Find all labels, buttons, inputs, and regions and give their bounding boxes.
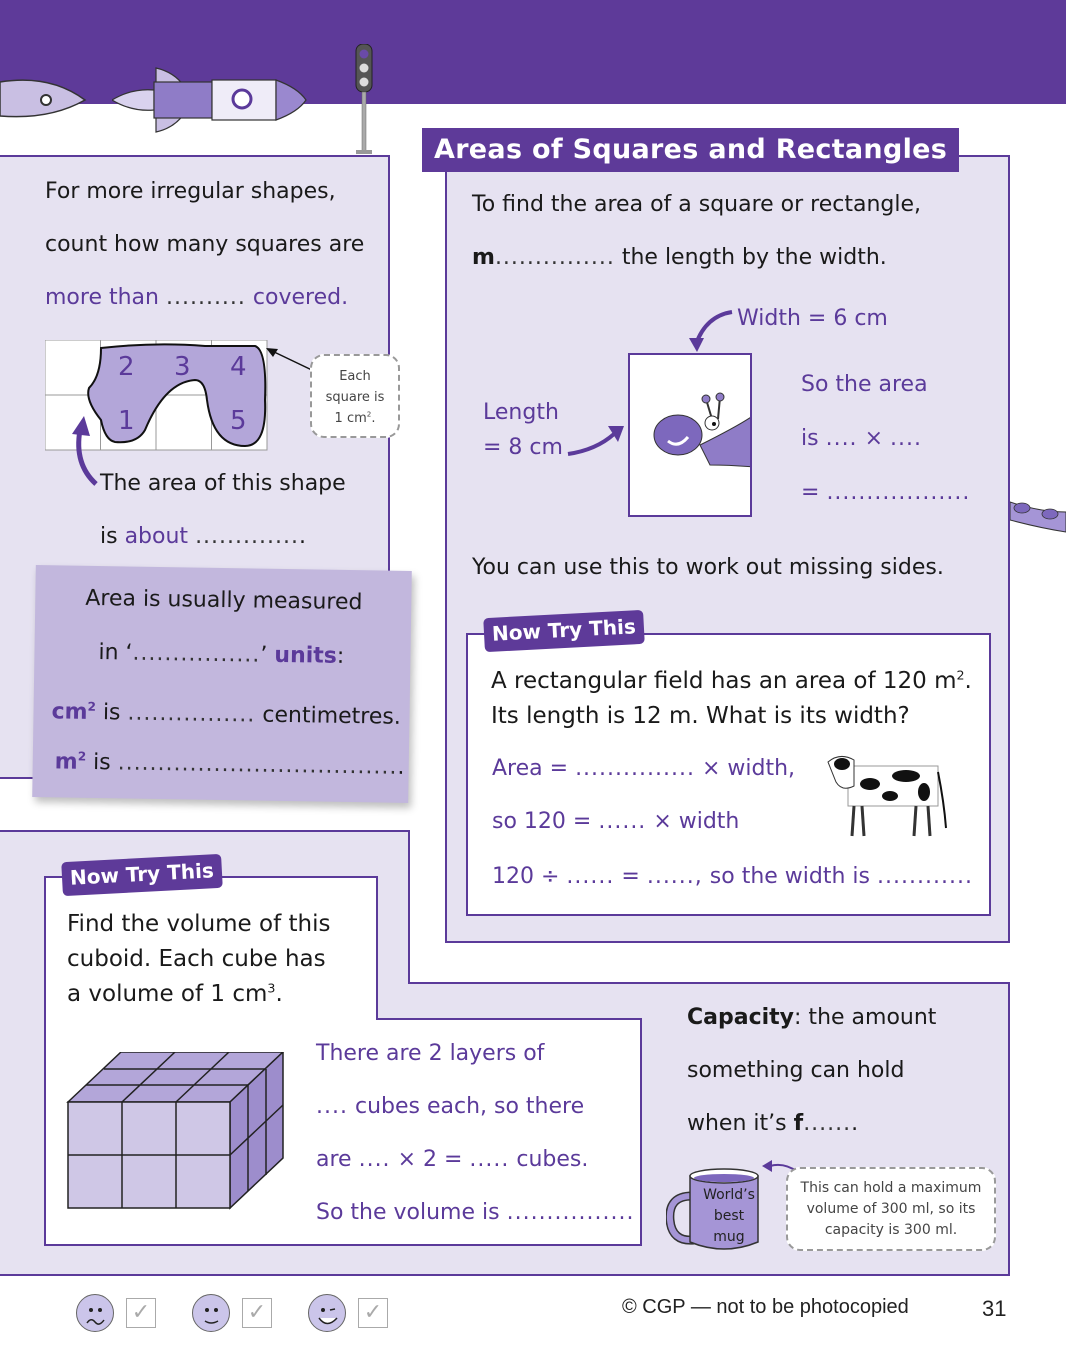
page-number: 31 xyxy=(982,1296,1007,1321)
capacity-callout xyxy=(786,1167,996,1251)
text-units: units xyxy=(274,642,338,669)
irregular-line-3 xyxy=(45,285,348,311)
width-label: Width = 6 cm xyxy=(737,306,888,331)
equals-sign: = xyxy=(621,864,640,889)
divider xyxy=(376,1018,642,1020)
text-so-120: so 120 = xyxy=(492,809,592,834)
curved-arrow-icon xyxy=(68,414,102,488)
divider xyxy=(408,982,1010,984)
text-times-2: × 2 = xyxy=(397,1147,463,1172)
text-centimetres: centimetres. xyxy=(262,702,402,730)
so-area-line-3 xyxy=(801,480,969,506)
text-about: about xyxy=(124,524,189,549)
irregular-line-1: For more irregular shapes, xyxy=(45,179,336,204)
now-try-this-tag-1: Now Try This xyxy=(483,610,644,652)
divider xyxy=(408,830,410,984)
blank-multiply[interactable]: ............... xyxy=(494,245,615,270)
giraffe-icon xyxy=(630,355,752,517)
blank-volume[interactable]: ............... xyxy=(506,1200,627,1225)
blank-divisor[interactable]: ...... xyxy=(566,864,615,889)
divider xyxy=(1008,982,1010,1276)
blank-total-cubes[interactable]: ..... xyxy=(469,1147,510,1172)
times-sign: × xyxy=(864,426,883,451)
sup-3: 3 xyxy=(267,980,276,996)
blank-length-answer[interactable]: ............... xyxy=(575,756,695,781)
capacity-line-2: something can hold xyxy=(687,1058,905,1083)
so-area-line-1: So the area xyxy=(801,372,928,397)
grid-number-5: 5 xyxy=(230,406,247,436)
note-line-1: Area is usually measured xyxy=(85,585,363,616)
volume-answer-2 xyxy=(316,1094,584,1120)
sup-2: 2 xyxy=(956,667,965,683)
equals-sign: = xyxy=(801,480,820,505)
callout-end: . xyxy=(371,411,376,426)
area-shape-line-1: The area of this shape xyxy=(100,471,346,496)
volume-answer-4 xyxy=(316,1200,634,1226)
capacity-callout-3: capacity is 300 ml. xyxy=(824,1222,958,1238)
text-period: . xyxy=(626,1200,634,1225)
length-label-2: = 8 cm xyxy=(483,435,563,460)
unit-cm: cm xyxy=(51,699,88,725)
text-volume-is: So the volume is xyxy=(316,1200,500,1225)
callout-sup: 2 xyxy=(366,409,372,419)
text-times-width: × width xyxy=(653,809,740,834)
rectangle-figure xyxy=(628,353,752,517)
text-cubes-each: cubes each, so there xyxy=(354,1094,585,1119)
blank-cm2[interactable]: ................ xyxy=(127,700,256,728)
capacity-line-3 xyxy=(687,1111,858,1137)
so-area-line-2 xyxy=(801,426,922,452)
capacity-callout-1: This can hold a maximum xyxy=(800,1180,982,1196)
areas-line-2 xyxy=(472,245,887,271)
text-m: m xyxy=(472,245,495,270)
now-try-this-tag-2: Now Try This xyxy=(61,854,222,896)
length-label-1: Length xyxy=(483,400,559,425)
volume-answer-1: There are 2 layers of xyxy=(316,1041,545,1066)
sup-2: 2 xyxy=(77,749,87,764)
units-note-card xyxy=(32,565,412,803)
blank-length[interactable]: .... xyxy=(825,426,858,451)
blank-half[interactable]: .......... xyxy=(165,285,246,310)
text-area-equals: Area = xyxy=(492,756,569,781)
checkbox-happy[interactable]: ✓ xyxy=(358,1298,388,1328)
checkbox-sad[interactable]: ✓ xyxy=(126,1298,156,1328)
blank-cubes-per-layer[interactable]: .... xyxy=(316,1094,348,1119)
blank-quotient[interactable]: ......, xyxy=(646,864,703,889)
happy-face-icon[interactable] xyxy=(308,1294,346,1332)
blank-width[interactable]: .... xyxy=(890,426,922,451)
grid-number-4: 4 xyxy=(230,352,247,382)
text-is: is xyxy=(92,749,111,776)
text-colon: : xyxy=(336,643,345,669)
answer-line-3 xyxy=(492,864,972,890)
rocket-icon xyxy=(112,62,312,138)
giraffe-neck-icon xyxy=(1010,496,1066,546)
text-covered: covered. xyxy=(252,285,349,310)
text-so-width-is: so the width is xyxy=(709,864,871,889)
text-period: . xyxy=(962,480,970,505)
question-line-2: Its length is 12 m. What is its width? xyxy=(491,703,910,729)
text-is: is xyxy=(801,426,819,451)
blank-12[interactable]: ...... xyxy=(598,809,647,834)
volume-question-3 xyxy=(67,981,283,1007)
callout-unit: 1 cm xyxy=(334,411,367,426)
irregular-line-2: count how many squares are xyxy=(45,232,365,257)
volume-question-1: Find the volume of this xyxy=(67,911,331,937)
unit-m2 xyxy=(55,749,87,774)
quote-close: ’ xyxy=(260,642,268,668)
text-in: in ‘ xyxy=(98,640,133,666)
text-period: . xyxy=(397,754,405,780)
text-period: . xyxy=(275,981,283,1007)
note-line-2 xyxy=(98,640,344,670)
blank-area-answer[interactable]: ............. xyxy=(195,524,299,549)
copyright-text: © CGP — not to be photocopied xyxy=(622,1296,909,1318)
capacity-line-1 xyxy=(687,1005,936,1031)
unit-m: m xyxy=(54,749,78,775)
callout-line-2: square is xyxy=(325,390,385,405)
callout-line-3 xyxy=(312,408,398,429)
text-period: . xyxy=(851,1111,859,1136)
divider xyxy=(376,876,378,1020)
square-callout xyxy=(310,354,400,438)
missing-sides-text: You can use this to work out missing sides. xyxy=(472,555,944,580)
cow-icon xyxy=(820,752,948,842)
blank-layer-count[interactable]: .... xyxy=(358,1147,391,1172)
curved-arrow-icon xyxy=(688,308,734,352)
note-line-4 xyxy=(55,749,405,780)
grid-number-1: 1 xyxy=(118,406,135,436)
question-text-1: A rectangular field has an area of 120 m xyxy=(491,668,957,694)
text-cubes: cubes. xyxy=(516,1147,589,1172)
volume-text: a volume of 1 cm xyxy=(67,981,268,1007)
capacity-callout-2: volume of 300 ml, so its xyxy=(806,1201,976,1217)
text-capacity: Capacity xyxy=(687,1005,795,1030)
text-times-width: × width, xyxy=(701,756,796,781)
question-line-1 xyxy=(491,668,972,694)
blank-full[interactable]: ...... xyxy=(803,1111,852,1136)
text-is: is xyxy=(102,700,121,726)
text-f: f xyxy=(793,1111,804,1136)
neutral-face-icon[interactable] xyxy=(192,1294,230,1332)
rocket-icon xyxy=(0,60,90,120)
sad-face-icon[interactable] xyxy=(76,1294,114,1332)
text-more-than: more than xyxy=(45,285,159,310)
section-title: Areas of Squares and Rectangles xyxy=(422,128,959,172)
mug-label-2: best xyxy=(713,1208,745,1224)
blank-m2[interactable]: ................................... xyxy=(117,750,398,780)
cuboid-icon xyxy=(66,1052,290,1212)
unit-cm2 xyxy=(51,699,96,725)
answer-line-1 xyxy=(492,756,795,782)
area-shape-line-2 xyxy=(100,524,306,550)
text-the-amount: : the amount xyxy=(794,1005,937,1030)
grid-number-3: 3 xyxy=(174,352,191,382)
mug-label xyxy=(696,1185,762,1248)
curved-arrow-icon xyxy=(566,422,626,458)
answer-line-2 xyxy=(492,809,739,835)
box-joint xyxy=(46,1018,376,1022)
text-period: . xyxy=(298,524,306,549)
text-are: are xyxy=(316,1147,352,1172)
traffic-light-icon xyxy=(354,44,376,156)
text-period: . xyxy=(964,668,972,694)
areas-line-1: To find the area of a square or rectangle, xyxy=(472,192,922,217)
mug-label-1: World’s xyxy=(703,1187,755,1203)
grid-number-2: 2 xyxy=(118,352,135,382)
text-length-by-width: the length by the width. xyxy=(621,245,887,270)
note-line-3 xyxy=(51,699,401,730)
text-120-divide: 120 ÷ xyxy=(492,864,560,889)
blank-square-units[interactable]: ................ xyxy=(132,640,261,668)
text-period: . xyxy=(964,864,972,889)
sup-2: 2 xyxy=(87,699,97,714)
mug-label-3: mug xyxy=(713,1229,745,1245)
blank-area-result[interactable]: ................. xyxy=(826,480,963,505)
blank-width-answer[interactable]: ........... xyxy=(877,864,965,889)
text-when-its: when it’s xyxy=(687,1111,787,1136)
volume-answer-3 xyxy=(316,1147,588,1173)
checkbox-neutral[interactable]: ✓ xyxy=(242,1298,272,1328)
callout-line-1: Each xyxy=(339,369,371,384)
volume-question-2: cuboid. Each cube has xyxy=(67,946,326,972)
text-is: is xyxy=(100,524,118,549)
